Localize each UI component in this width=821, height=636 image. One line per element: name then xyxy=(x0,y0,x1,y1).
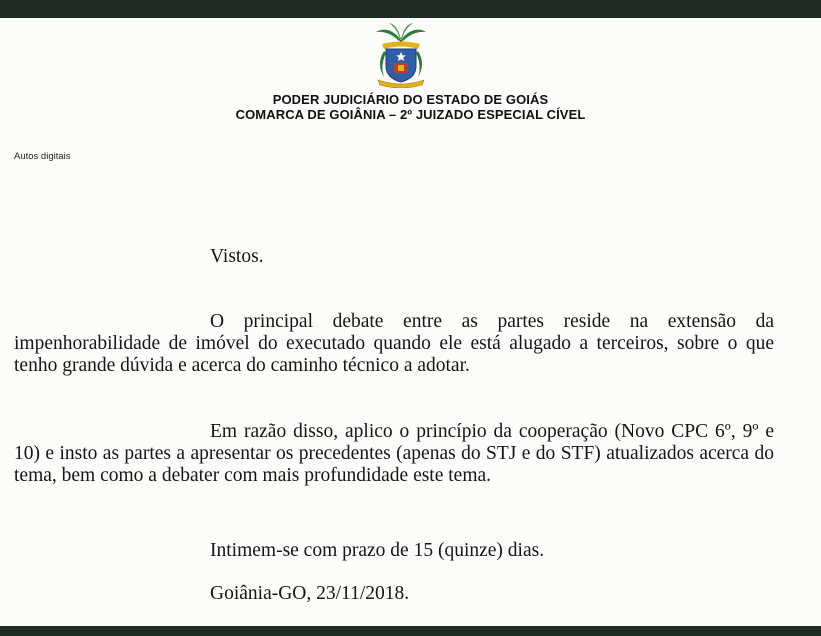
court-division: COMARCA DE GOIÂNIA – 2º JUIZADO ESPECIAL CÍVEL xyxy=(235,107,586,122)
court-name: PODER JUDICIÁRIO DO ESTADO DE GOIÁS xyxy=(272,92,549,107)
vistos-text: Vistos. xyxy=(210,246,264,267)
state-coat-of-arms-icon xyxy=(362,22,440,88)
intimation-text: Intimem-se com prazo de 15 (quinze) dias. xyxy=(210,540,545,561)
place-date: Goiânia-GO, 23/11/2018. xyxy=(210,583,410,604)
paragraph-2: Em razão disso, aplico o princípio da cooperação (Novo CPC 6º, 9º e 10) e insto as partes a apresentar os precedentes (apenas do STJ e do STF) atualizados acerca do tema, bem como a debater com mais profundidade este tema. xyxy=(14,421,774,487)
document-page xyxy=(0,18,821,626)
autos-label: Autos digitais xyxy=(14,151,71,162)
paragraph-1: O principal debate entre as partes reside na extensão da impenhorabilidade de imóvel do executado quando ele está alugado a terceiros, sobre o que tenho grande dúvida e acerca do caminho técnico a adotar. xyxy=(14,311,774,377)
